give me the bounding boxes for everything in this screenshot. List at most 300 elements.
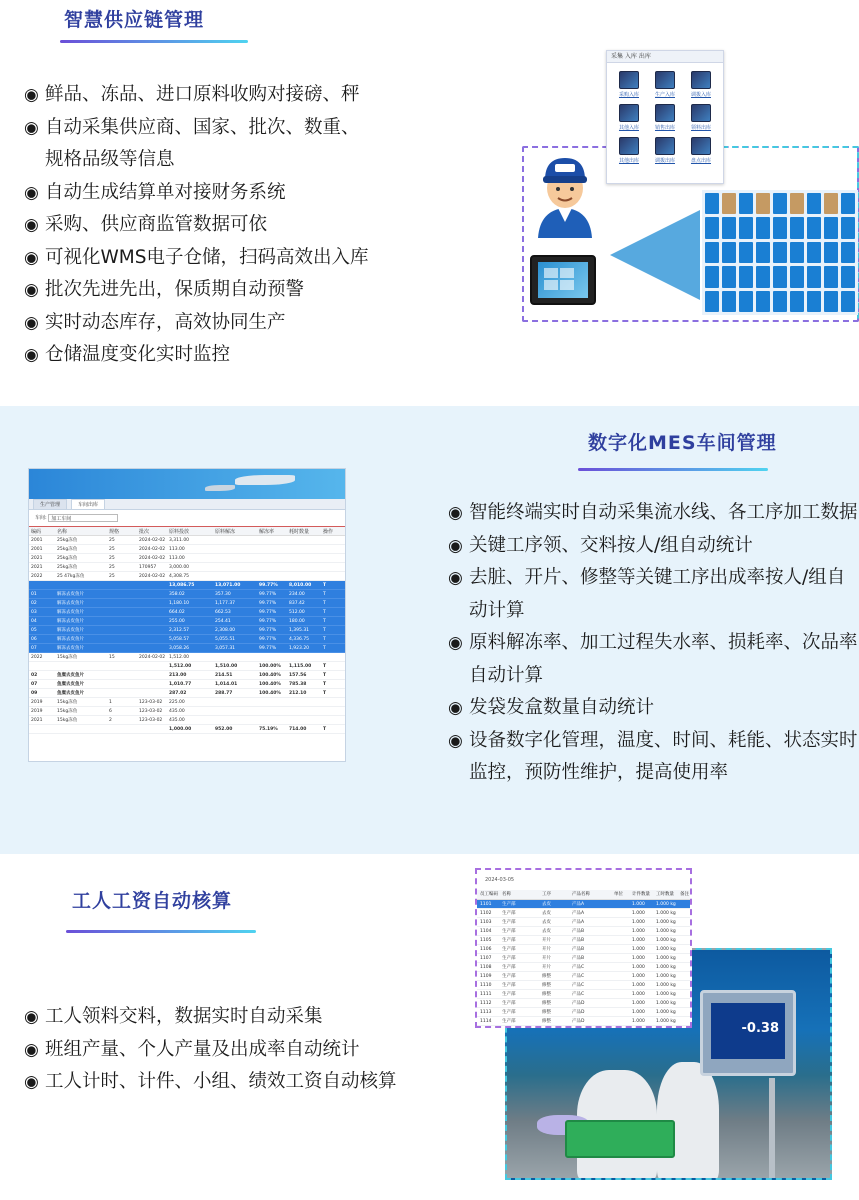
mes-table-body xyxy=(29,536,345,734)
table-cell xyxy=(215,572,259,581)
table-row[interactable] xyxy=(29,599,345,608)
table-cell xyxy=(680,918,690,927)
table-cell: 去皮 xyxy=(542,929,551,934)
shelf-slot xyxy=(722,242,736,263)
table-cell: 2024-02-02 xyxy=(139,538,166,543)
table-cell: 3,311.00 xyxy=(169,538,190,543)
table-cell: 1.000 kg xyxy=(656,956,676,961)
inbound-icon xyxy=(655,71,675,89)
wms-tile[interactable]: 生产入库 xyxy=(649,71,681,98)
table-row[interactable] xyxy=(29,680,345,689)
table-cell: 1.000 xyxy=(632,911,645,916)
shelf-slot xyxy=(824,291,838,312)
table-cell: 1111 xyxy=(480,992,492,997)
table-row[interactable] xyxy=(477,909,690,918)
table-cell: 07 xyxy=(31,682,38,687)
table-cell: 生产部 xyxy=(502,974,516,979)
bullet-icon: ◉ xyxy=(24,117,39,138)
table-row[interactable] xyxy=(477,999,690,1008)
outbound-icon xyxy=(655,104,675,122)
table-cell xyxy=(139,680,169,689)
table-cell: 5,055.51 xyxy=(215,637,236,642)
table-cell: 1.000 kg xyxy=(656,974,676,979)
worker-avatar-icon xyxy=(530,150,600,240)
shelf-slot xyxy=(722,217,736,238)
table-row[interactable] xyxy=(29,572,345,581)
table-cell: 212.10 xyxy=(289,691,307,696)
column-header[interactable]: 工时数量 xyxy=(656,892,674,897)
scan-beam-shape xyxy=(610,210,700,300)
table-cell: 1,923.20 xyxy=(289,646,310,651)
table-cell: 100.40% xyxy=(259,673,281,678)
table-cell xyxy=(215,707,259,716)
mes-banner xyxy=(29,469,345,499)
table-row[interactable] xyxy=(29,590,345,599)
table-cell: 产品A xyxy=(572,902,585,907)
list-item xyxy=(24,1001,397,1034)
column-header[interactable]: 工序 xyxy=(542,892,551,897)
table-cell xyxy=(109,689,139,698)
table-cell xyxy=(614,945,632,954)
inbound-icon xyxy=(691,71,711,89)
table-row[interactable] xyxy=(477,900,690,909)
table-cell: 解冻去皮鱼片 xyxy=(57,628,84,633)
column-header[interactable]: 计件数量 xyxy=(632,892,650,897)
table-cell xyxy=(109,680,139,689)
table-cell: T xyxy=(323,619,326,624)
table-cell: 5,058.57 xyxy=(169,637,190,642)
table-cell: 1.000 kg xyxy=(656,992,676,997)
table-cell xyxy=(680,981,690,990)
inbound-icon xyxy=(619,71,639,89)
table-cell xyxy=(109,626,139,635)
table-cell xyxy=(289,698,323,707)
table-cell xyxy=(139,671,169,680)
table-cell: 99.77% xyxy=(259,628,277,633)
column-header[interactable]: 备注 xyxy=(680,892,689,897)
table-cell xyxy=(614,990,632,999)
table-row[interactable] xyxy=(477,954,690,963)
mes-tab[interactable]: 生产管理 xyxy=(33,499,67,509)
wms-tile[interactable]: 调拨出库 xyxy=(649,137,681,164)
shelf-slot xyxy=(756,291,770,312)
list-item xyxy=(448,692,859,725)
table-cell: T xyxy=(323,601,326,606)
wms-tile[interactable]: 其他入库 xyxy=(613,104,645,131)
table-cell: 产品B xyxy=(572,947,585,952)
table-cell: 2022 xyxy=(31,655,43,660)
table-row[interactable] xyxy=(29,536,345,545)
table-cell xyxy=(614,972,632,981)
table-row[interactable] xyxy=(477,927,690,936)
column-header[interactable]: 规格 xyxy=(109,529,120,535)
shelf-slot xyxy=(705,217,719,238)
table-row[interactable] xyxy=(29,725,345,734)
table-row[interactable] xyxy=(29,698,345,707)
shelf-slot xyxy=(824,242,838,263)
bullet-text: 自动生成结算单对接财务系统 xyxy=(45,181,286,203)
table-cell: 4,336.75 xyxy=(289,637,310,642)
table-cell xyxy=(31,662,57,671)
table-cell xyxy=(259,716,289,725)
table-cell: 修整 xyxy=(542,992,551,997)
shelf-slot xyxy=(824,266,838,287)
column-header[interactable]: 解冻率 xyxy=(259,529,275,535)
shelf-slot xyxy=(773,217,787,238)
shelf-slot xyxy=(790,291,804,312)
table-cell: 解冻去皮鱼片 xyxy=(57,592,84,597)
list-item xyxy=(24,274,369,307)
wms-tile[interactable]: 其他出库 xyxy=(613,137,645,164)
outbound-icon xyxy=(691,104,711,122)
bullet-icon: ◉ xyxy=(24,1072,39,1092)
list-item xyxy=(448,627,859,692)
table-cell: 2021 xyxy=(31,556,43,561)
table-cell: 2024-02-02 xyxy=(139,574,166,579)
table-cell: 生产部 xyxy=(502,938,516,943)
table-row[interactable] xyxy=(29,608,345,617)
bullet-text: 工人计时、计件、小组、绩效工资自动核算 xyxy=(45,1071,397,1092)
shelf-slot xyxy=(705,266,719,287)
weighing-scale-display xyxy=(700,990,796,1076)
table-row[interactable] xyxy=(29,563,345,572)
bullet-icon: ◉ xyxy=(448,698,463,718)
table-cell: 1,510.00 xyxy=(215,664,238,669)
wage-software-window xyxy=(475,868,692,1028)
table-cell: 254.41 xyxy=(215,619,231,624)
wms-menu-bar[interactable]: 采集 入库 出库 xyxy=(607,51,723,63)
table-cell xyxy=(215,563,259,572)
table-cell: 664.02 xyxy=(169,610,185,615)
wms-tile[interactable]: 销售出库 xyxy=(649,104,681,131)
table-row[interactable] xyxy=(29,545,345,554)
table-cell xyxy=(215,545,259,554)
table-cell xyxy=(259,572,289,581)
table-cell: 25 xyxy=(109,538,115,543)
list-item xyxy=(24,79,369,112)
list-item xyxy=(24,177,369,210)
shelf-slot xyxy=(739,193,753,214)
table-cell: 234.00 xyxy=(289,592,305,597)
table-cell: 生产部 xyxy=(502,1010,516,1015)
table-cell: 25kg冻鱼 xyxy=(57,556,78,561)
column-header[interactable]: 名称 xyxy=(502,892,511,897)
list-item xyxy=(24,307,369,340)
table-cell: 产品D xyxy=(572,1019,585,1024)
table-cell: 鱼糜去皮鱼片 xyxy=(57,682,84,687)
table-cell xyxy=(289,653,323,662)
shelf-slot xyxy=(790,266,804,287)
table-cell: 435.00 xyxy=(169,718,185,723)
table-cell xyxy=(323,716,345,725)
table-cell: 产品C xyxy=(572,974,585,979)
bullet-icon: ◉ xyxy=(448,633,463,653)
wms-menu-window xyxy=(606,50,724,184)
table-row[interactable] xyxy=(29,689,345,698)
table-cell: 1109 xyxy=(480,974,492,979)
table-cell: 25kg冻鱼 xyxy=(57,538,78,543)
table-cell: 生产部 xyxy=(502,1019,516,1024)
table-cell xyxy=(109,617,139,626)
table-cell: 100.00% xyxy=(259,664,281,669)
table-cell: 解冻去皮鱼片 xyxy=(57,619,84,624)
table-cell: T xyxy=(323,727,327,732)
table-cell: 1102 xyxy=(480,911,492,916)
table-cell: 1,512.00 xyxy=(169,655,190,660)
table-cell: 生产部 xyxy=(502,965,516,970)
table-cell: 2 xyxy=(109,718,112,723)
table-cell: 1.000 kg xyxy=(656,947,676,952)
wms-tile[interactable]: 调拨入库 xyxy=(685,71,717,98)
table-cell: 1.000 kg xyxy=(656,938,676,943)
table-cell: 1.000 xyxy=(632,974,645,979)
table-cell: 13,071.00 xyxy=(215,583,241,588)
table-cell: 1.000 xyxy=(632,920,645,925)
shelf-slot xyxy=(807,242,821,263)
shelf-box xyxy=(722,193,736,214)
table-cell: 113.00 xyxy=(169,547,185,552)
table-cell xyxy=(259,554,289,563)
table-row[interactable] xyxy=(29,554,345,563)
table-row[interactable] xyxy=(477,1017,690,1026)
column-header[interactable]: 单位 xyxy=(614,892,623,897)
table-cell: 1107 xyxy=(480,956,492,961)
list-item xyxy=(448,725,859,790)
table-cell xyxy=(614,927,632,936)
table-cell xyxy=(139,599,169,608)
table-cell xyxy=(109,599,139,608)
table-row[interactable] xyxy=(477,990,690,999)
table-cell: T xyxy=(323,628,326,633)
table-cell: 解冻去皮鱼片 xyxy=(57,637,84,642)
table-cell: 357.30 xyxy=(215,592,231,597)
column-header[interactable]: 原料解冻 xyxy=(215,529,236,535)
table-cell: 1,010.77 xyxy=(169,682,192,687)
section3-bullet-list xyxy=(24,1001,397,1099)
table-row[interactable] xyxy=(29,662,345,671)
shelf-slot xyxy=(773,193,787,214)
section3-title-underline xyxy=(66,930,256,933)
bullet-text: 关键工序领、交料按人/组自动统计 xyxy=(469,534,753,556)
table-row[interactable] xyxy=(29,581,345,590)
table-cell xyxy=(614,963,632,972)
table-row[interactable] xyxy=(29,671,345,680)
shelf-slot xyxy=(756,266,770,287)
table-cell: 02 xyxy=(31,673,38,678)
shelf-slot xyxy=(739,291,753,312)
bullet-icon: ◉ xyxy=(24,280,39,300)
column-header[interactable]: 产品名称 xyxy=(572,892,590,897)
table-cell xyxy=(109,608,139,617)
table-cell: 产品C xyxy=(572,992,585,997)
bullet-text: 自动采集供应商、国家、批次、数重、 规格品级等信息 xyxy=(45,116,360,170)
table-cell xyxy=(614,1008,632,1017)
table-cell: 2024-02-02 xyxy=(139,547,166,552)
table-cell xyxy=(139,626,169,635)
table-cell xyxy=(57,581,109,590)
table-cell xyxy=(323,545,345,554)
column-header[interactable]: 批次 xyxy=(139,529,150,535)
column-header[interactable]: 原料投放 xyxy=(169,529,190,535)
table-cell: 1.000 kg xyxy=(656,1010,676,1015)
bullet-text: 鲜品、冻品、进口原料收购对接磅、秤 xyxy=(45,84,360,105)
table-cell: 1113 xyxy=(480,1010,492,1015)
shelf-slot xyxy=(841,217,855,238)
table-row[interactable] xyxy=(29,617,345,626)
bullet-icon: ◉ xyxy=(24,85,39,105)
table-cell: 1.000 xyxy=(632,947,645,952)
column-header[interactable]: 操作 xyxy=(323,529,334,535)
list-item xyxy=(24,112,369,177)
wage-date-field[interactable]: 2024-03-05 xyxy=(485,877,515,883)
table-cell: 生产部 xyxy=(502,1001,516,1006)
table-row[interactable] xyxy=(29,653,345,662)
table-row[interactable] xyxy=(477,1008,690,1017)
table-cell: 714.00 xyxy=(289,727,307,732)
shelf-slot xyxy=(824,217,838,238)
table-row[interactable] xyxy=(29,626,345,635)
wage-table-header xyxy=(477,890,690,900)
bullet-text: 班组产量、个人产量及出成率自动统计 xyxy=(45,1038,360,1060)
table-cell: 1104 xyxy=(480,929,492,934)
column-header[interactable]: 名称 xyxy=(57,529,68,535)
table-cell xyxy=(614,918,632,927)
mes-filter xyxy=(29,510,345,526)
table-row[interactable] xyxy=(477,981,690,990)
table-row[interactable] xyxy=(477,972,690,981)
outbound-icon xyxy=(655,137,675,155)
table-row[interactable] xyxy=(477,918,690,927)
list-item xyxy=(24,1034,397,1067)
table-cell: 开片 xyxy=(542,947,551,952)
table-cell: 15kg冻鱼 xyxy=(57,709,78,714)
table-cell: 25kg冻鱼 xyxy=(57,565,78,570)
table-cell: 修整 xyxy=(542,1001,551,1006)
table-cell: 生产部 xyxy=(502,911,516,916)
table-cell: 生产部 xyxy=(502,992,516,997)
table-cell: 3,057.31 xyxy=(215,646,236,651)
mes-tab[interactable]: 车间出库 xyxy=(71,499,105,509)
table-cell xyxy=(259,545,289,554)
table-row[interactable] xyxy=(29,707,345,716)
table-row[interactable] xyxy=(477,945,690,954)
table-cell: 产品B xyxy=(572,929,585,934)
table-cell xyxy=(139,662,169,671)
bullet-text: 去脏、开片、修整等关键工序出成率按人/组自动计算 xyxy=(469,567,846,621)
shelf-slot xyxy=(773,291,787,312)
shelf-slot xyxy=(841,291,855,312)
table-cell: 修整 xyxy=(542,983,551,988)
table-cell: T xyxy=(323,610,326,615)
scale-reading: -0.38 xyxy=(741,1021,779,1036)
table-cell: 01 xyxy=(31,592,37,597)
table-cell: 100.40% xyxy=(259,691,281,696)
table-cell: 113.00 xyxy=(169,556,185,561)
wms-tile[interactable]: 领料出库 xyxy=(685,104,717,131)
table-cell xyxy=(289,554,323,563)
table-cell: 1110 xyxy=(480,983,492,988)
table-cell xyxy=(57,725,109,734)
table-cell xyxy=(215,716,259,725)
table-cell: T xyxy=(323,682,327,687)
bullet-text: 可视化WMS电子仓储，扫码高效出入库 xyxy=(45,246,369,268)
table-cell: 213.00 xyxy=(169,673,187,678)
shelf-slot xyxy=(841,266,855,287)
table-cell: 1.000 xyxy=(632,938,645,943)
table-cell: 1,177.37 xyxy=(215,601,236,606)
table-cell xyxy=(139,635,169,644)
table-cell: 1.000 xyxy=(632,1001,645,1006)
column-header[interactable]: 员工编码 xyxy=(480,892,498,897)
table-cell xyxy=(614,1017,632,1026)
table-cell: 287.02 xyxy=(169,691,187,696)
table-cell xyxy=(323,707,345,716)
wms-menu-grid xyxy=(607,63,723,164)
table-cell: 修整 xyxy=(542,1010,551,1015)
shelf-slot xyxy=(722,266,736,287)
bullet-icon: ◉ xyxy=(24,312,39,333)
table-row[interactable] xyxy=(477,936,690,945)
wms-tile[interactable]: 采购入库 xyxy=(613,71,645,98)
bullet-icon: ◉ xyxy=(448,568,463,588)
table-cell: 1,180.10 xyxy=(169,601,190,606)
section3-title: 工人工资自动核算 xyxy=(72,890,233,912)
table-cell xyxy=(323,653,345,662)
shelf-slot xyxy=(722,291,736,312)
table-cell: 1106 xyxy=(480,947,492,952)
table-cell: 产品C xyxy=(572,965,585,970)
inbound-icon xyxy=(619,104,639,122)
table-cell xyxy=(215,653,259,662)
wms-tile[interactable]: 盘点出库 xyxy=(685,137,717,164)
shelf-slot xyxy=(739,266,753,287)
table-cell xyxy=(215,698,259,707)
table-cell: 170957 xyxy=(139,565,157,570)
shelf-slot xyxy=(807,217,821,238)
table-cell: 03 xyxy=(31,610,37,615)
table-cell xyxy=(139,590,169,599)
table-cell: 1114 xyxy=(480,1019,492,1024)
shelf-slot xyxy=(773,242,787,263)
table-cell xyxy=(109,590,139,599)
table-cell: 25 47kg冻鱼 xyxy=(57,574,85,579)
table-cell: 产品A xyxy=(572,911,585,916)
table-cell xyxy=(680,990,690,999)
shelf-box xyxy=(790,193,804,214)
table-cell xyxy=(680,936,690,945)
table-cell: 225.00 xyxy=(169,700,185,705)
table-cell xyxy=(289,545,323,554)
table-cell: 1,014.01 xyxy=(215,682,238,687)
column-header[interactable]: 编码 xyxy=(31,529,42,535)
table-cell: 1,512.00 xyxy=(169,664,192,669)
table-cell xyxy=(289,716,323,725)
table-cell xyxy=(259,536,289,545)
table-row[interactable] xyxy=(29,716,345,725)
table-row[interactable] xyxy=(29,635,345,644)
bullet-icon: ◉ xyxy=(24,1007,39,1027)
table-cell: 288.77 xyxy=(215,691,233,696)
table-cell xyxy=(323,563,345,572)
table-cell: 1.000 xyxy=(632,965,645,970)
column-header[interactable]: 耗时数量 xyxy=(289,529,310,535)
table-row[interactable] xyxy=(477,963,690,972)
table-cell: 435.00 xyxy=(169,709,185,714)
table-row[interactable] xyxy=(29,644,345,653)
mes-filter-select[interactable]: 加工车间 xyxy=(48,514,118,522)
bullet-text: 设备数字化管理，温度、时间、耗能、状态实时监控，预防性维护，提高使用率 xyxy=(469,729,858,783)
table-cell: 1.000 kg xyxy=(656,1001,676,1006)
